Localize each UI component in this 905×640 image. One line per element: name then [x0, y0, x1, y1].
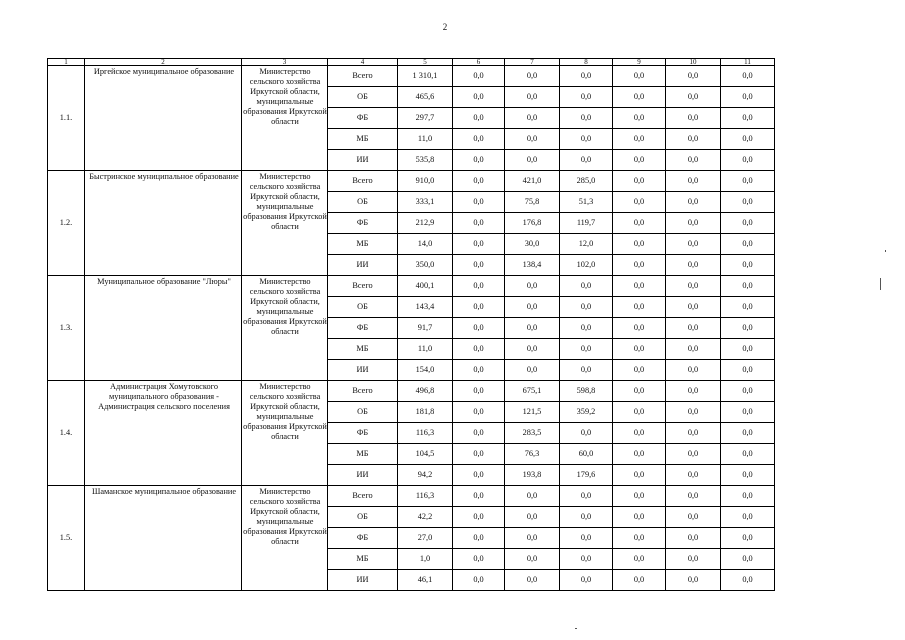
- value-cell: 0,0: [613, 255, 666, 276]
- value-cell: 0,0: [721, 150, 775, 171]
- value-cell: 0,0: [453, 276, 505, 297]
- value-cell: 0,0: [453, 423, 505, 444]
- value-cell: 535,8: [398, 150, 453, 171]
- value-cell: 0,0: [613, 150, 666, 171]
- funding-source: ФБ: [328, 213, 398, 234]
- value-cell: 0,0: [666, 486, 721, 507]
- value-cell: 0,0: [721, 423, 775, 444]
- value-cell: 116,3: [398, 486, 453, 507]
- header-row: [48, 59, 775, 66]
- value-cell: 0,0: [721, 255, 775, 276]
- value-cell: 94,2: [398, 465, 453, 486]
- municipality-name: Администрация Хомутовского муниципального образования - Администрация сельского поселения: [85, 381, 242, 486]
- responsible-executor: Министерство сельского хозяйства Иркутской области, муниципальные образования Иркутской области: [242, 381, 328, 486]
- row-number: 1.5.: [48, 486, 85, 591]
- value-cell: 0,0: [721, 276, 775, 297]
- funding-source: ОБ: [328, 507, 398, 528]
- value-cell: 0,0: [721, 549, 775, 570]
- value-cell: 0,0: [666, 255, 721, 276]
- value-cell: 138,4: [505, 255, 560, 276]
- value-cell: 42,2: [398, 507, 453, 528]
- header-cell: 1: [48, 59, 85, 66]
- value-cell: 285,0: [560, 171, 613, 192]
- value-cell: 1 310,1: [398, 66, 453, 87]
- value-cell: 0,0: [613, 570, 666, 591]
- value-cell: 0,0: [453, 507, 505, 528]
- value-cell: 0,0: [453, 87, 505, 108]
- funding-source: ИИ: [328, 150, 398, 171]
- value-cell: 91,7: [398, 318, 453, 339]
- budget-table: [47, 58, 775, 591]
- value-cell: 0,0: [666, 276, 721, 297]
- value-cell: 0,0: [453, 234, 505, 255]
- value-cell: 0,0: [721, 360, 775, 381]
- header-cell: 2: [85, 59, 242, 66]
- value-cell: 0,0: [721, 297, 775, 318]
- value-cell: 910,0: [398, 171, 453, 192]
- value-cell: 0,0: [721, 339, 775, 360]
- funding-source: ФБ: [328, 318, 398, 339]
- table-row: [48, 276, 775, 297]
- value-cell: 0,0: [666, 402, 721, 423]
- value-cell: 0,0: [721, 465, 775, 486]
- value-cell: 421,0: [505, 171, 560, 192]
- value-cell: 400,1: [398, 276, 453, 297]
- value-cell: 0,0: [560, 150, 613, 171]
- page-number: 2: [442, 22, 448, 32]
- funding-source: ИИ: [328, 570, 398, 591]
- funding-source: ИИ: [328, 255, 398, 276]
- municipality-name: Быстринское муниципальное образование: [85, 171, 242, 276]
- value-cell: 0,0: [560, 318, 613, 339]
- funding-source: Всего: [328, 276, 398, 297]
- value-cell: 0,0: [666, 507, 721, 528]
- value-cell: 0,0: [505, 318, 560, 339]
- value-cell: 0,0: [453, 129, 505, 150]
- header-cell: 3: [242, 59, 328, 66]
- funding-source: ОБ: [328, 192, 398, 213]
- table-row: [48, 66, 775, 87]
- value-cell: 30,0: [505, 234, 560, 255]
- scan-mark: [880, 278, 881, 290]
- value-cell: 0,0: [453, 150, 505, 171]
- value-cell: 76,3: [505, 444, 560, 465]
- funding-source: Всего: [328, 486, 398, 507]
- value-cell: 0,0: [453, 570, 505, 591]
- value-cell: 0,0: [666, 360, 721, 381]
- value-cell: 0,0: [613, 234, 666, 255]
- value-cell: 193,8: [505, 465, 560, 486]
- value-cell: 0,0: [721, 486, 775, 507]
- value-cell: 0,0: [453, 297, 505, 318]
- value-cell: 0,0: [613, 318, 666, 339]
- value-cell: 0,0: [721, 234, 775, 255]
- value-cell: 0,0: [666, 192, 721, 213]
- funding-source: ОБ: [328, 402, 398, 423]
- value-cell: 0,0: [721, 171, 775, 192]
- value-cell: 12,0: [560, 234, 613, 255]
- row-number: 1.1.: [48, 66, 85, 171]
- value-cell: 0,0: [666, 234, 721, 255]
- value-cell: 0,0: [666, 87, 721, 108]
- value-cell: 0,0: [721, 66, 775, 87]
- value-cell: 0,0: [613, 339, 666, 360]
- value-cell: 0,0: [560, 339, 613, 360]
- value-cell: 0,0: [666, 150, 721, 171]
- value-cell: 0,0: [613, 297, 666, 318]
- value-cell: 0,0: [613, 423, 666, 444]
- municipality-name: Шаманское муниципальное образование: [85, 486, 242, 591]
- value-cell: 0,0: [721, 381, 775, 402]
- value-cell: 0,0: [613, 360, 666, 381]
- value-cell: 121,5: [505, 402, 560, 423]
- value-cell: 0,0: [613, 276, 666, 297]
- row-number: 1.4.: [48, 381, 85, 486]
- value-cell: 359,2: [560, 402, 613, 423]
- value-cell: 75,8: [505, 192, 560, 213]
- value-cell: 0,0: [560, 486, 613, 507]
- value-cell: 0,0: [560, 528, 613, 549]
- value-cell: 283,5: [505, 423, 560, 444]
- funding-source: ИИ: [328, 465, 398, 486]
- funding-source: ФБ: [328, 528, 398, 549]
- value-cell: 0,0: [613, 402, 666, 423]
- table-row: [48, 486, 775, 507]
- value-cell: 0,0: [505, 66, 560, 87]
- value-cell: 0,0: [666, 444, 721, 465]
- value-cell: 0,0: [505, 570, 560, 591]
- value-cell: 143,4: [398, 297, 453, 318]
- header-cell: 8: [560, 59, 613, 66]
- value-cell: 0,0: [505, 549, 560, 570]
- value-cell: 0,0: [505, 150, 560, 171]
- value-cell: 0,0: [613, 171, 666, 192]
- value-cell: 598,8: [560, 381, 613, 402]
- value-cell: 0,0: [721, 570, 775, 591]
- value-cell: 14,0: [398, 234, 453, 255]
- row-number: 1.3.: [48, 276, 85, 381]
- value-cell: 0,0: [613, 465, 666, 486]
- value-cell: 0,0: [560, 423, 613, 444]
- funding-source: ФБ: [328, 423, 398, 444]
- value-cell: 11,0: [398, 339, 453, 360]
- municipality-name: Муниципальное образование "Люры": [85, 276, 242, 381]
- value-cell: 0,0: [505, 486, 560, 507]
- value-cell: 0,0: [721, 192, 775, 213]
- funding-source: МБ: [328, 549, 398, 570]
- value-cell: 60,0: [560, 444, 613, 465]
- value-cell: 27,0: [398, 528, 453, 549]
- value-cell: 0,0: [560, 276, 613, 297]
- value-cell: 0,0: [560, 297, 613, 318]
- value-cell: 0,0: [721, 318, 775, 339]
- value-cell: 496,8: [398, 381, 453, 402]
- value-cell: 154,0: [398, 360, 453, 381]
- value-cell: 181,8: [398, 402, 453, 423]
- value-cell: 0,0: [721, 87, 775, 108]
- value-cell: 0,0: [613, 192, 666, 213]
- value-cell: 176,8: [505, 213, 560, 234]
- table-row: [48, 171, 775, 192]
- value-cell: 0,0: [453, 528, 505, 549]
- value-cell: 0,0: [666, 129, 721, 150]
- value-cell: 0,0: [721, 507, 775, 528]
- value-cell: 0,0: [613, 444, 666, 465]
- municipality-name: Иргейское муниципальное образование: [85, 66, 242, 171]
- value-cell: 333,1: [398, 192, 453, 213]
- value-cell: 0,0: [613, 528, 666, 549]
- value-cell: 51,3: [560, 192, 613, 213]
- value-cell: 0,0: [666, 465, 721, 486]
- value-cell: 0,0: [453, 444, 505, 465]
- value-cell: 0,0: [721, 402, 775, 423]
- value-cell: 0,0: [453, 465, 505, 486]
- value-cell: 0,0: [453, 66, 505, 87]
- value-cell: 0,0: [505, 108, 560, 129]
- header-cell: 9: [613, 59, 666, 66]
- value-cell: 0,0: [613, 87, 666, 108]
- table-row: [48, 381, 775, 402]
- value-cell: 0,0: [453, 549, 505, 570]
- header-cell: 4: [328, 59, 398, 66]
- funding-source: ИИ: [328, 360, 398, 381]
- funding-source: МБ: [328, 339, 398, 360]
- value-cell: 212,9: [398, 213, 453, 234]
- value-cell: 350,0: [398, 255, 453, 276]
- value-cell: 0,0: [453, 108, 505, 129]
- value-cell: 116,3: [398, 423, 453, 444]
- value-cell: 0,0: [505, 360, 560, 381]
- value-cell: 0,0: [453, 360, 505, 381]
- funding-source: ФБ: [328, 108, 398, 129]
- value-cell: 0,0: [613, 381, 666, 402]
- funding-source: МБ: [328, 444, 398, 465]
- value-cell: 1,0: [398, 549, 453, 570]
- header-cell: 10: [666, 59, 721, 66]
- funding-source: МБ: [328, 129, 398, 150]
- value-cell: 0,0: [613, 549, 666, 570]
- value-cell: 0,0: [666, 339, 721, 360]
- value-cell: 0,0: [505, 276, 560, 297]
- value-cell: 119,7: [560, 213, 613, 234]
- value-cell: 0,0: [666, 171, 721, 192]
- value-cell: 0,0: [560, 129, 613, 150]
- value-cell: 0,0: [613, 129, 666, 150]
- value-cell: 0,0: [666, 549, 721, 570]
- value-cell: 0,0: [453, 381, 505, 402]
- value-cell: 0,0: [505, 129, 560, 150]
- value-cell: 0,0: [453, 402, 505, 423]
- scan-mark: [575, 628, 577, 629]
- value-cell: 102,0: [560, 255, 613, 276]
- value-cell: 0,0: [613, 66, 666, 87]
- value-cell: 0,0: [721, 444, 775, 465]
- value-cell: 0,0: [613, 507, 666, 528]
- value-cell: 0,0: [453, 486, 505, 507]
- value-cell: 179,6: [560, 465, 613, 486]
- value-cell: 675,1: [505, 381, 560, 402]
- responsible-executor: Министерство сельского хозяйства Иркутской области, муниципальные образования Иркутской области: [242, 66, 328, 171]
- value-cell: 0,0: [721, 129, 775, 150]
- value-cell: 0,0: [721, 108, 775, 129]
- value-cell: 0,0: [666, 66, 721, 87]
- value-cell: 0,0: [453, 213, 505, 234]
- responsible-executor: Министерство сельского хозяйства Иркутской области, муниципальные образования Иркутской области: [242, 171, 328, 276]
- value-cell: 297,7: [398, 108, 453, 129]
- value-cell: 0,0: [453, 318, 505, 339]
- header-cell: 5: [398, 59, 453, 66]
- funding-source: ОБ: [328, 297, 398, 318]
- value-cell: 465,6: [398, 87, 453, 108]
- value-cell: 0,0: [721, 528, 775, 549]
- scan-mark: [885, 250, 886, 252]
- value-cell: 0,0: [666, 528, 721, 549]
- value-cell: 0,0: [453, 171, 505, 192]
- value-cell: 0,0: [560, 108, 613, 129]
- value-cell: 0,0: [560, 66, 613, 87]
- value-cell: 0,0: [666, 423, 721, 444]
- value-cell: 0,0: [666, 318, 721, 339]
- value-cell: 0,0: [721, 213, 775, 234]
- value-cell: 0,0: [613, 108, 666, 129]
- value-cell: 0,0: [453, 255, 505, 276]
- value-cell: 0,0: [560, 549, 613, 570]
- header-cell: 6: [453, 59, 505, 66]
- responsible-executor: Министерство сельского хозяйства Иркутской области, муниципальные образования Иркутской области: [242, 486, 328, 591]
- value-cell: 104,5: [398, 444, 453, 465]
- value-cell: 0,0: [666, 381, 721, 402]
- value-cell: 11,0: [398, 129, 453, 150]
- value-cell: 0,0: [505, 528, 560, 549]
- value-cell: 0,0: [666, 108, 721, 129]
- funding-source: Всего: [328, 66, 398, 87]
- value-cell: 0,0: [560, 507, 613, 528]
- header-cell: 11: [721, 59, 775, 66]
- value-cell: 0,0: [505, 87, 560, 108]
- value-cell: 0,0: [505, 297, 560, 318]
- value-cell: 0,0: [453, 339, 505, 360]
- value-cell: 46,1: [398, 570, 453, 591]
- row-number: 1.2.: [48, 171, 85, 276]
- value-cell: 0,0: [505, 339, 560, 360]
- funding-source: Всего: [328, 171, 398, 192]
- value-cell: 0,0: [560, 570, 613, 591]
- responsible-executor: Министерство сельского хозяйства Иркутской области, муниципальные образования Иркутской области: [242, 276, 328, 381]
- funding-source: МБ: [328, 234, 398, 255]
- funding-source: Всего: [328, 381, 398, 402]
- value-cell: 0,0: [613, 213, 666, 234]
- value-cell: 0,0: [560, 87, 613, 108]
- value-cell: 0,0: [666, 570, 721, 591]
- value-cell: 0,0: [453, 192, 505, 213]
- value-cell: 0,0: [613, 486, 666, 507]
- value-cell: 0,0: [666, 297, 721, 318]
- value-cell: 0,0: [505, 507, 560, 528]
- value-cell: 0,0: [560, 360, 613, 381]
- header-cell: 7: [505, 59, 560, 66]
- funding-source: ОБ: [328, 87, 398, 108]
- value-cell: 0,0: [666, 213, 721, 234]
